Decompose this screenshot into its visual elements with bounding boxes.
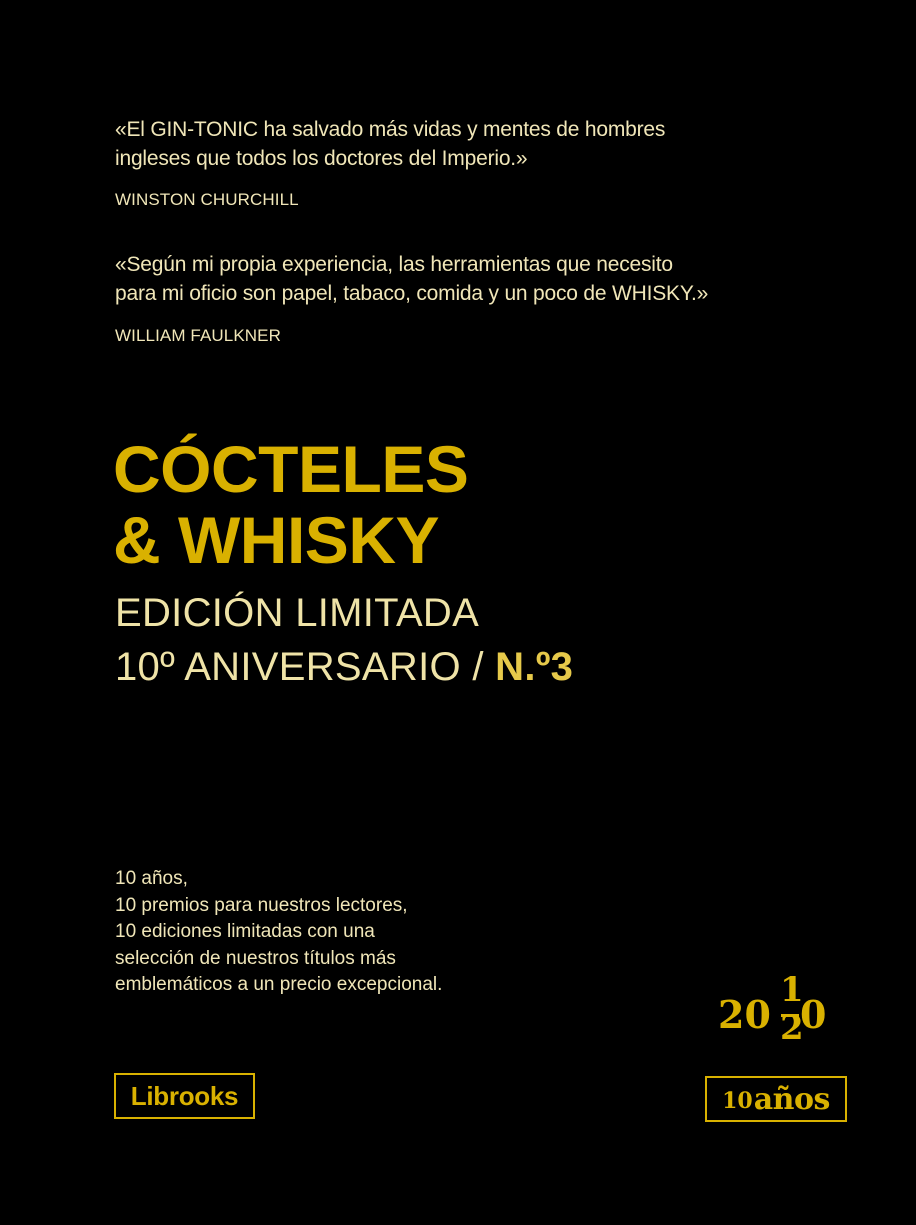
year-bottom-digit: 2: [780, 1008, 804, 1048]
edition-number: N.º3: [495, 645, 574, 689]
anniversary-word: años: [753, 1081, 830, 1117]
blurb-line: 10 premios para nuestros lectores,: [115, 894, 408, 916]
anniversary-badge: [705, 1076, 847, 1122]
year-top-digit: 1: [780, 970, 804, 1010]
year-range-mark: [718, 970, 838, 1054]
blurb-line: emblemáticos a un precio excepcional.: [115, 974, 443, 995]
anniversary-label: 10º ANIVERSARIO /: [115, 645, 496, 689]
year-suffix: 0: [800, 992, 827, 1037]
quote-author: WINSTON CHURCHILL: [115, 190, 299, 209]
blurb-line: 10 años,: [115, 868, 188, 889]
edition-subtitle: EDICIÓN LIMITADA: [115, 591, 480, 635]
promo-blurb: [115, 866, 442, 999]
quote-churchill: [115, 115, 855, 173]
quote-line: «Según mi propia experiencia, las herramientas que necesito: [115, 253, 673, 276]
anniversary-subtitle: [115, 644, 573, 690]
quote-author: WILLIAM FAULKNER: [115, 326, 281, 345]
blurb-line: 10 ediciones limitadas con una: [115, 921, 375, 942]
quote-line: ingleses que todos los doctores del Imperio.»: [115, 147, 528, 170]
book-title-line-2: & WHISKY: [113, 503, 439, 577]
publisher-logo: Librooks: [114, 1073, 255, 1119]
anniversary-number: 10: [722, 1088, 753, 1114]
quote-faulkner: [115, 250, 855, 308]
blurb-line: selección de nuestros títulos más: [115, 947, 396, 969]
year-prefix: 20: [718, 992, 771, 1037]
book-title-line-1: CÓCTELES: [113, 432, 469, 506]
quote-line: para mi oficio son papel, tabaco, comida y un poco de WHISKY.»: [115, 282, 709, 305]
quote-line: «El GIN-TONIC ha salvado más vidas y mentes de hombres: [115, 118, 666, 141]
